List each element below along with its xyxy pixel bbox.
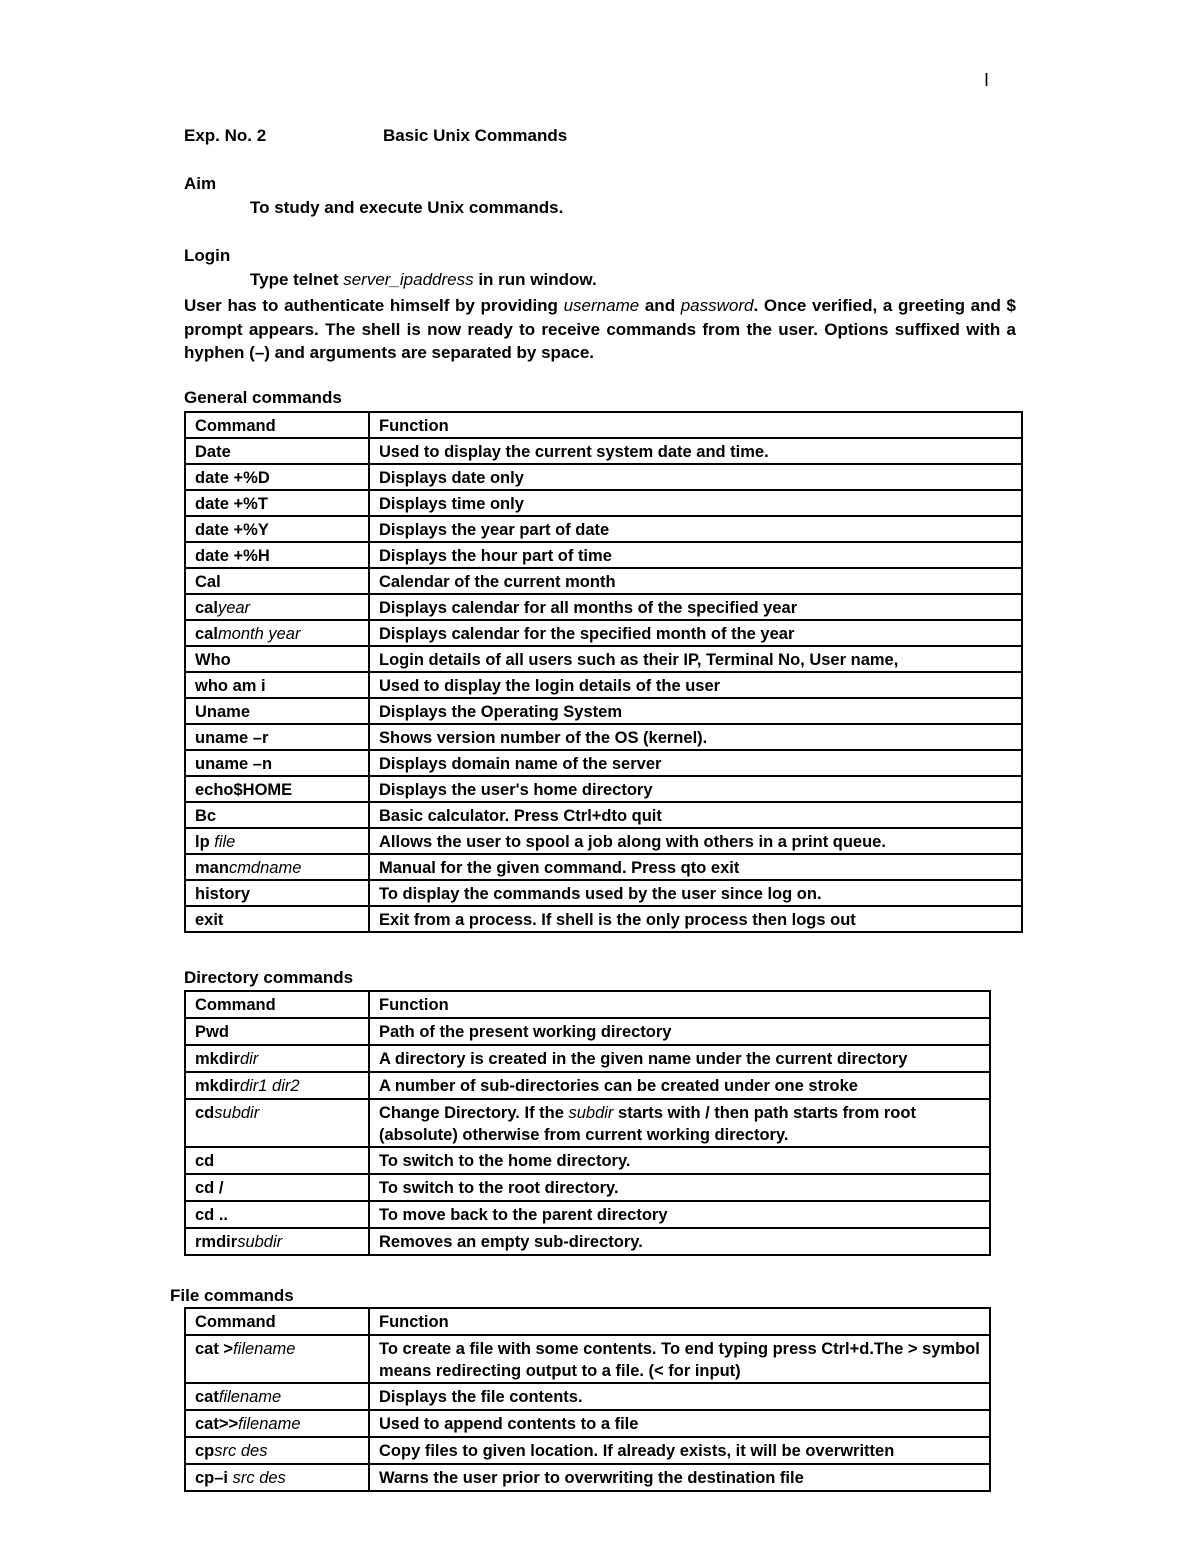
table-row bbox=[185, 464, 1022, 490]
column-header-function: Function bbox=[369, 991, 990, 1018]
function-cell bbox=[369, 672, 1022, 698]
command-cell bbox=[185, 854, 369, 880]
command-argument: subdir bbox=[237, 1233, 283, 1251]
function-cell bbox=[369, 776, 1022, 802]
column-header-command: Command bbox=[185, 991, 369, 1018]
function-cell bbox=[369, 1201, 990, 1228]
table-row bbox=[185, 802, 1022, 828]
command-cell bbox=[185, 802, 369, 828]
command-cell bbox=[185, 1147, 369, 1174]
login-instruction-pre: Type telnet bbox=[250, 270, 344, 289]
table-row bbox=[185, 620, 1022, 646]
table-row bbox=[185, 1464, 990, 1491]
command-text: cal bbox=[195, 625, 218, 643]
command-argument: filename bbox=[233, 1340, 296, 1358]
command-text: date +%T bbox=[195, 495, 268, 513]
function-cell bbox=[369, 542, 1022, 568]
command-text: cd / bbox=[195, 1179, 224, 1197]
function-text: Displays time only bbox=[379, 495, 524, 513]
function-cell bbox=[369, 490, 1022, 516]
command-argument: dir bbox=[239, 1050, 259, 1068]
function-text: Exit from a process. If shell is the only process then logs out bbox=[379, 911, 856, 929]
function-cell bbox=[369, 1410, 990, 1437]
command-cell bbox=[185, 1464, 369, 1491]
command-cell bbox=[185, 698, 369, 724]
table-row bbox=[185, 1072, 990, 1099]
table-row bbox=[185, 698, 1022, 724]
function-text: Displays the year part of date bbox=[379, 521, 610, 539]
function-text: To create a file with some contents. To end typing press Ctrl+d.The > symbol means redirecting output to a file. (< for input) bbox=[379, 1340, 980, 1380]
function-cell bbox=[369, 906, 1022, 932]
command-argument: src des bbox=[214, 1442, 268, 1460]
command-text: mkdir bbox=[195, 1050, 240, 1068]
command-text: cp bbox=[195, 1442, 215, 1460]
function-text: Used to display the login details of the user bbox=[379, 677, 721, 695]
command-argument: src des bbox=[232, 1469, 286, 1487]
table-row bbox=[185, 776, 1022, 802]
command-argument: subdir bbox=[214, 1104, 260, 1122]
function-text: To switch to the home directory. bbox=[379, 1152, 631, 1170]
function-text: To move back to the parent directory bbox=[379, 1206, 668, 1224]
command-argument: dir1 dir2 bbox=[239, 1077, 300, 1095]
command-cell bbox=[185, 620, 369, 646]
login-para-1: User has to authenticate himself by providing bbox=[184, 296, 564, 315]
command-text: echo$HOME bbox=[195, 781, 293, 799]
table-header-row bbox=[185, 991, 990, 1018]
function-cell bbox=[369, 594, 1022, 620]
table-row bbox=[185, 516, 1022, 542]
directory-commands-caption: Directory commands bbox=[184, 968, 354, 987]
function-text: Displays calendar for the specified month of the year bbox=[379, 625, 795, 643]
function-cell bbox=[369, 568, 1022, 594]
column-header-command: Command bbox=[185, 1308, 369, 1335]
command-argument: month year bbox=[217, 625, 301, 643]
command-text: Pwd bbox=[195, 1023, 229, 1041]
function-text-pre: Change Directory. If the bbox=[379, 1104, 569, 1122]
command-text: mkdir bbox=[195, 1077, 240, 1095]
function-cell bbox=[369, 1018, 990, 1045]
function-cell bbox=[369, 438, 1022, 464]
command-cell bbox=[185, 490, 369, 516]
table-row bbox=[185, 1335, 990, 1383]
function-text: Login details of all users such as their IP, Terminal No, User name, bbox=[379, 651, 899, 669]
command-text: lp bbox=[195, 833, 215, 851]
function-text: A directory is created in the given name under the current directory bbox=[379, 1050, 908, 1068]
command-text: uname –n bbox=[195, 755, 273, 773]
command-argument: year bbox=[217, 599, 251, 617]
table-row bbox=[185, 750, 1022, 776]
function-text: Displays the file contents. bbox=[379, 1388, 583, 1406]
table-row bbox=[185, 1410, 990, 1437]
command-cell bbox=[185, 1383, 369, 1410]
command-text: cp–i bbox=[195, 1469, 233, 1487]
command-text: cd bbox=[195, 1152, 215, 1170]
command-text: man bbox=[195, 859, 229, 877]
login-instruction-arg: server_ipaddress bbox=[343, 270, 474, 289]
command-text: cat>> bbox=[195, 1415, 239, 1433]
table-row bbox=[185, 1147, 990, 1174]
function-cell bbox=[369, 828, 1022, 854]
function-cell bbox=[369, 1464, 990, 1491]
page-number: I bbox=[984, 70, 990, 90]
command-text: date +%H bbox=[195, 547, 270, 565]
table-header-row bbox=[185, 412, 1022, 438]
command-cell bbox=[185, 542, 369, 568]
command-cell bbox=[185, 828, 369, 854]
function-text: To switch to the root directory. bbox=[379, 1179, 619, 1197]
login-instruction bbox=[250, 270, 597, 290]
function-cell bbox=[369, 1335, 990, 1383]
function-cell bbox=[369, 854, 1022, 880]
table-header-row bbox=[185, 1308, 990, 1335]
command-text: cd .. bbox=[195, 1206, 229, 1224]
command-cell bbox=[185, 594, 369, 620]
command-text: history bbox=[195, 885, 251, 903]
login-para-password: password bbox=[680, 296, 754, 315]
file-commands-caption: File commands bbox=[170, 1286, 294, 1305]
function-text: Displays the user's home directory bbox=[379, 781, 653, 799]
login-heading: Login bbox=[184, 246, 231, 265]
command-text: Date bbox=[195, 443, 231, 461]
directory-commands-table bbox=[184, 990, 991, 1256]
command-cell bbox=[185, 464, 369, 490]
function-text: Path of the present working directory bbox=[379, 1023, 672, 1041]
table-row bbox=[185, 1383, 990, 1410]
function-text: Manual for the given command. Press qto exit bbox=[379, 859, 740, 877]
table-row bbox=[185, 1099, 990, 1147]
command-cell bbox=[185, 672, 369, 698]
function-text: Displays domain name of the server bbox=[379, 755, 662, 773]
table-row bbox=[185, 438, 1022, 464]
function-text: starts with / then path starts from root (absolute) otherwise from current working directory. bbox=[379, 1104, 916, 1144]
table-row bbox=[185, 828, 1022, 854]
file-commands-table bbox=[184, 1307, 991, 1492]
function-text: Used to display the current system date and time. bbox=[379, 443, 769, 461]
command-cell bbox=[185, 1174, 369, 1201]
command-cell bbox=[185, 1201, 369, 1228]
command-cell bbox=[185, 880, 369, 906]
command-cell bbox=[185, 516, 369, 542]
table-row bbox=[185, 1045, 990, 1072]
function-text-arg: subdir bbox=[568, 1104, 614, 1122]
function-cell bbox=[369, 464, 1022, 490]
command-cell bbox=[185, 750, 369, 776]
table-row bbox=[185, 1437, 990, 1464]
function-text: A number of sub-directories can be created under one stroke bbox=[379, 1077, 858, 1095]
command-cell bbox=[185, 568, 369, 594]
table-row bbox=[185, 724, 1022, 750]
function-text: Displays calendar for all months of the specified year bbox=[379, 599, 798, 617]
command-cell bbox=[185, 1228, 369, 1255]
aim-heading: Aim bbox=[184, 174, 217, 193]
function-text: To display the commands used by the user since log on. bbox=[379, 885, 822, 903]
function-text: Shows version number of the OS (kernel). bbox=[379, 729, 708, 747]
command-text: date +%D bbox=[195, 469, 270, 487]
function-cell bbox=[369, 750, 1022, 776]
command-text: Bc bbox=[195, 807, 217, 825]
command-text: cat bbox=[195, 1388, 219, 1406]
command-argument: filename bbox=[218, 1388, 282, 1406]
table-row bbox=[185, 594, 1022, 620]
table-row bbox=[185, 568, 1022, 594]
login-para-username: username bbox=[563, 296, 640, 315]
function-cell bbox=[369, 724, 1022, 750]
function-text: Copy files to given location. If already exists, it will be overwritten bbox=[379, 1442, 895, 1460]
function-cell bbox=[369, 1099, 990, 1147]
function-text: Displays date only bbox=[379, 469, 524, 487]
experiment-title: Basic Unix Commands bbox=[383, 126, 568, 145]
column-header-function: Function bbox=[369, 412, 1022, 438]
command-cell bbox=[185, 1335, 369, 1383]
column-header-function: Function bbox=[369, 1308, 990, 1335]
function-text: Basic calculator. Press Ctrl+dto quit bbox=[379, 807, 662, 825]
command-text: Who bbox=[195, 651, 231, 669]
function-cell bbox=[369, 880, 1022, 906]
login-para-2: . Once verified, a greeting and $ prompt appears. The shell is now ready to receive commands from the user. Options suffixed with a hyphen (–) and arguments are separated by space. bbox=[184, 296, 1016, 362]
function-cell bbox=[369, 802, 1022, 828]
table-row bbox=[185, 1018, 990, 1045]
column-header-command: Command bbox=[185, 412, 369, 438]
command-text: date +%Y bbox=[195, 521, 269, 539]
command-argument: cmdname bbox=[228, 859, 302, 877]
command-text: Uname bbox=[195, 703, 251, 721]
function-cell bbox=[369, 620, 1022, 646]
function-text: Warns the user prior to overwriting the destination file bbox=[379, 1469, 804, 1487]
command-text: Cal bbox=[195, 573, 221, 591]
command-cell bbox=[185, 906, 369, 932]
command-text: cat > bbox=[195, 1340, 234, 1358]
command-cell bbox=[185, 1099, 369, 1147]
general-commands-caption: General commands bbox=[184, 388, 342, 407]
command-cell bbox=[185, 724, 369, 750]
command-text: rmdir bbox=[195, 1233, 238, 1251]
function-cell bbox=[369, 1147, 990, 1174]
function-cell bbox=[369, 1383, 990, 1410]
command-text: exit bbox=[195, 911, 224, 929]
function-text: Calendar of the current month bbox=[379, 573, 616, 591]
function-text: Displays the Operating System bbox=[379, 703, 622, 721]
function-text: Used to append contents to a file bbox=[379, 1415, 639, 1433]
experiment-number: Exp. No. 2 bbox=[184, 126, 267, 145]
function-cell bbox=[369, 646, 1022, 672]
table-row bbox=[185, 490, 1022, 516]
command-cell bbox=[185, 1018, 369, 1045]
command-cell bbox=[185, 776, 369, 802]
login-para-and: and bbox=[639, 296, 681, 315]
command-text: cal bbox=[195, 599, 218, 617]
command-text: who am i bbox=[195, 677, 266, 695]
table-row bbox=[185, 1201, 990, 1228]
function-cell bbox=[369, 1072, 990, 1099]
command-cell bbox=[185, 438, 369, 464]
command-text: cd bbox=[195, 1104, 215, 1122]
command-text: uname –r bbox=[195, 729, 269, 747]
table-row bbox=[185, 1174, 990, 1201]
command-argument: file bbox=[214, 833, 236, 851]
table-row bbox=[185, 906, 1022, 932]
general-commands-table bbox=[184, 411, 1023, 933]
command-argument: filename bbox=[238, 1415, 301, 1433]
function-cell bbox=[369, 1174, 990, 1201]
function-cell bbox=[369, 698, 1022, 724]
function-text: Displays the hour part of time bbox=[379, 547, 612, 565]
command-cell bbox=[185, 646, 369, 672]
command-cell bbox=[185, 1437, 369, 1464]
function-text: Removes an empty sub-directory. bbox=[379, 1233, 643, 1251]
login-paragraph bbox=[184, 294, 1016, 365]
login-instruction-post: in run window. bbox=[473, 270, 597, 289]
table-row bbox=[185, 854, 1022, 880]
command-cell bbox=[185, 1045, 369, 1072]
function-cell bbox=[369, 1437, 990, 1464]
aim-text: To study and execute Unix commands. bbox=[250, 198, 564, 217]
function-cell bbox=[369, 516, 1022, 542]
command-cell bbox=[185, 1072, 369, 1099]
table-row bbox=[185, 1228, 990, 1255]
function-cell bbox=[369, 1045, 990, 1072]
function-cell bbox=[369, 1228, 990, 1255]
table-row bbox=[185, 672, 1022, 698]
table-row bbox=[185, 646, 1022, 672]
table-row bbox=[185, 880, 1022, 906]
command-cell bbox=[185, 1410, 369, 1437]
function-text: Allows the user to spool a job along with others in a print queue. bbox=[379, 833, 886, 851]
table-row bbox=[185, 542, 1022, 568]
